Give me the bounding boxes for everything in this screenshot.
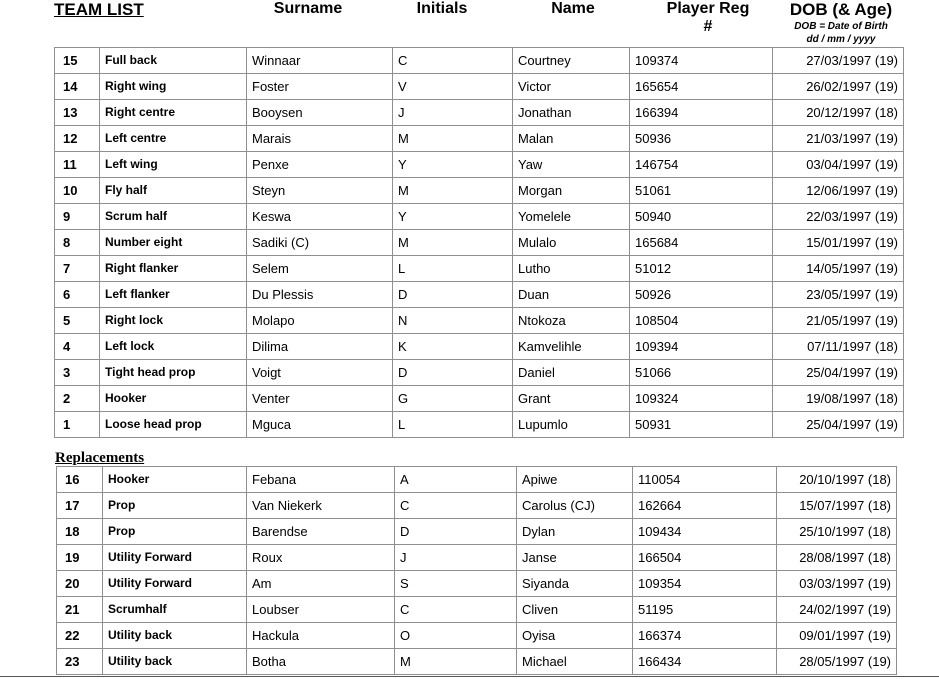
cell-position: Hooker — [100, 386, 247, 412]
cell-number: 18 — [57, 519, 103, 545]
table-row — [55, 360, 904, 386]
table-row — [55, 48, 904, 74]
replacements-table — [56, 466, 897, 675]
cell-surname: Steyn — [247, 178, 393, 204]
cell-position: Utility Forward — [103, 545, 247, 571]
cell-player-reg: 51061 — [630, 178, 773, 204]
replacements-table-body — [57, 467, 897, 675]
cell-number: 4 — [55, 334, 100, 360]
column-header-surname: Surname — [273, 0, 343, 17]
cell-player-reg: 162664 — [633, 493, 777, 519]
cell-dob: 20/10/1997 (18) — [777, 467, 897, 493]
cell-name: Lupumlo — [513, 412, 630, 438]
cell-name: Daniel — [513, 360, 630, 386]
cell-position: Right centre — [100, 100, 247, 126]
cell-initials: J — [395, 545, 517, 571]
cell-number: 2 — [55, 386, 100, 412]
cell-position: Left centre — [100, 126, 247, 152]
page-title: TEAM LIST — [54, 0, 144, 19]
cell-name: Cliven — [517, 597, 633, 623]
table-row — [57, 545, 897, 571]
replacements-heading: Replacements — [55, 450, 145, 466]
table-row — [55, 178, 904, 204]
cell-name: Dylan — [517, 519, 633, 545]
cell-player-reg: 51066 — [630, 360, 773, 386]
table-row — [55, 152, 904, 178]
cell-initials: J — [393, 100, 513, 126]
cell-initials: M — [393, 178, 513, 204]
cell-surname: Molapo — [247, 308, 393, 334]
cell-player-reg: 109374 — [630, 48, 773, 74]
cell-position: Right wing — [100, 74, 247, 100]
column-header-initials: Initials — [416, 0, 468, 17]
cell-position: Full back — [100, 48, 247, 74]
cell-number: 5 — [55, 308, 100, 334]
column-header-dob: DOB (& Age) — [789, 0, 893, 19]
table-row — [55, 282, 904, 308]
cell-number: 19 — [57, 545, 103, 571]
cell-player-reg: 109354 — [633, 571, 777, 597]
cell-surname: Barendse — [247, 519, 395, 545]
cell-name: Lutho — [513, 256, 630, 282]
cell-number: 20 — [57, 571, 103, 597]
cell-number: 6 — [55, 282, 100, 308]
cell-position: Prop — [103, 519, 247, 545]
cell-surname: Penxe — [247, 152, 393, 178]
cell-name: Janse — [517, 545, 633, 571]
cell-position: Loose head prop — [100, 412, 247, 438]
cell-initials: M — [393, 126, 513, 152]
cell-surname: Venter — [247, 386, 393, 412]
column-header-player-reg: Player Reg # — [666, 0, 750, 35]
table-row — [55, 204, 904, 230]
cell-surname: Botha — [247, 649, 395, 675]
cell-number: 1 — [55, 412, 100, 438]
cell-dob: 28/08/1997 (18) — [777, 545, 897, 571]
cell-position: Utility back — [103, 649, 247, 675]
cell-surname: Selem — [247, 256, 393, 282]
cell-player-reg: 109394 — [630, 334, 773, 360]
cell-position: Fly half — [100, 178, 247, 204]
cell-surname: Am — [247, 571, 395, 597]
cell-number: 12 — [55, 126, 100, 152]
cell-surname: Winnaar — [247, 48, 393, 74]
cell-position: Right flanker — [100, 256, 247, 282]
cell-name: Malan — [513, 126, 630, 152]
table-row — [55, 230, 904, 256]
cell-player-reg: 50936 — [630, 126, 773, 152]
cell-initials: S — [395, 571, 517, 597]
cell-initials: G — [393, 386, 513, 412]
cell-number: 9 — [55, 204, 100, 230]
cell-player-reg: 108504 — [630, 308, 773, 334]
cell-dob: 24/02/1997 (19) — [777, 597, 897, 623]
cell-initials: C — [393, 48, 513, 74]
cell-position: Left lock — [100, 334, 247, 360]
cell-player-reg: 109324 — [630, 386, 773, 412]
cell-name: Yomelele — [513, 204, 630, 230]
cell-dob: 22/03/1997 (19) — [773, 204, 904, 230]
cell-dob: 25/10/1997 (18) — [777, 519, 897, 545]
cell-surname: Roux — [247, 545, 395, 571]
table-row — [55, 256, 904, 282]
cell-surname: Marais — [247, 126, 393, 152]
cell-position: Left wing — [100, 152, 247, 178]
cell-dob: 25/04/1997 (19) — [773, 412, 904, 438]
table-row — [55, 334, 904, 360]
table-row — [57, 571, 897, 597]
cell-surname: Febana — [247, 467, 395, 493]
cell-surname: Hackula — [247, 623, 395, 649]
cell-player-reg: 50926 — [630, 282, 773, 308]
cell-player-reg: 165654 — [630, 74, 773, 100]
table-row — [55, 126, 904, 152]
cell-number: 11 — [55, 152, 100, 178]
table-row — [55, 386, 904, 412]
cell-position: Tight head prop — [100, 360, 247, 386]
cell-number: 22 — [57, 623, 103, 649]
table-row — [55, 308, 904, 334]
cell-position: Prop — [103, 493, 247, 519]
cell-surname: Mguca — [247, 412, 393, 438]
cell-initials: K — [393, 334, 513, 360]
cell-dob: 20/12/1997 (18) — [773, 100, 904, 126]
table-row — [57, 493, 897, 519]
cell-name: Ntokoza — [513, 308, 630, 334]
cell-player-reg: 109434 — [633, 519, 777, 545]
cell-initials: M — [393, 230, 513, 256]
cell-number: 10 — [55, 178, 100, 204]
table-row — [55, 100, 904, 126]
cell-surname: Du Plessis — [247, 282, 393, 308]
cell-initials: D — [395, 519, 517, 545]
cell-number: 17 — [57, 493, 103, 519]
cell-dob: 15/01/1997 (19) — [773, 230, 904, 256]
table-row — [55, 412, 904, 438]
cell-name: Oyisa — [517, 623, 633, 649]
cell-position: Scrum half — [100, 204, 247, 230]
cell-dob: 07/11/1997 (18) — [773, 334, 904, 360]
cell-player-reg: 166434 — [633, 649, 777, 675]
cell-name: Grant — [513, 386, 630, 412]
cell-dob: 15/07/1997 (18) — [777, 493, 897, 519]
cell-initials: L — [393, 256, 513, 282]
cell-player-reg: 51195 — [633, 597, 777, 623]
cell-name: Mulalo — [513, 230, 630, 256]
cell-name: Victor — [513, 74, 630, 100]
dob-format-note: dd / mm / yyyy — [806, 34, 876, 45]
cell-initials: M — [395, 649, 517, 675]
cell-number: 23 — [57, 649, 103, 675]
table-row — [57, 649, 897, 675]
cell-name: Michael — [517, 649, 633, 675]
cell-dob: 03/04/1997 (19) — [773, 152, 904, 178]
cell-name: Yaw — [513, 152, 630, 178]
cell-number: 7 — [55, 256, 100, 282]
cell-initials: N — [393, 308, 513, 334]
cell-number: 8 — [55, 230, 100, 256]
column-header-name: Name — [551, 0, 595, 17]
cell-dob: 26/02/1997 (19) — [773, 74, 904, 100]
cell-dob: 21/05/1997 (19) — [773, 308, 904, 334]
cell-position: Left flanker — [100, 282, 247, 308]
cell-name: Jonathan — [513, 100, 630, 126]
cell-initials: L — [393, 412, 513, 438]
cell-initials: D — [393, 360, 513, 386]
cell-position: Number eight — [100, 230, 247, 256]
cell-player-reg: 146754 — [630, 152, 773, 178]
cell-surname: Van Niekerk — [247, 493, 395, 519]
cell-surname: Keswa — [247, 204, 393, 230]
cell-position: Utility Forward — [103, 571, 247, 597]
cell-dob: 28/05/1997 (19) — [777, 649, 897, 675]
bottom-divider — [0, 676, 939, 677]
cell-player-reg: 166374 — [633, 623, 777, 649]
cell-dob: 25/04/1997 (19) — [773, 360, 904, 386]
cell-surname: Loubser — [247, 597, 395, 623]
cell-surname: Foster — [247, 74, 393, 100]
cell-dob: 14/05/1997 (19) — [773, 256, 904, 282]
cell-name: Siyanda — [517, 571, 633, 597]
cell-player-reg: 51012 — [630, 256, 773, 282]
cell-surname: Booysen — [247, 100, 393, 126]
cell-initials: O — [395, 623, 517, 649]
cell-initials: Y — [393, 204, 513, 230]
cell-player-reg: 50931 — [630, 412, 773, 438]
table-row — [57, 623, 897, 649]
cell-name: Duan — [513, 282, 630, 308]
cell-name: Morgan — [513, 178, 630, 204]
table-row — [55, 74, 904, 100]
cell-player-reg: 166394 — [630, 100, 773, 126]
cell-name: Carolus (CJ) — [517, 493, 633, 519]
cell-player-reg: 165684 — [630, 230, 773, 256]
cell-initials: C — [395, 493, 517, 519]
cell-position: Utility back — [103, 623, 247, 649]
cell-initials: A — [395, 467, 517, 493]
cell-dob: 03/03/1997 (19) — [777, 571, 897, 597]
cell-number: 14 — [55, 74, 100, 100]
cell-player-reg: 166504 — [633, 545, 777, 571]
cell-name: Courtney — [513, 48, 630, 74]
dob-definition-note: DOB = Date of Birth — [794, 21, 888, 32]
cell-player-reg: 110054 — [633, 467, 777, 493]
cell-dob: 21/03/1997 (19) — [773, 126, 904, 152]
cell-initials: C — [395, 597, 517, 623]
cell-position: Right lock — [100, 308, 247, 334]
cell-position: Scrumhalf — [103, 597, 247, 623]
cell-initials: D — [393, 282, 513, 308]
starters-table — [54, 47, 904, 438]
cell-dob: 12/06/1997 (19) — [773, 178, 904, 204]
table-row — [57, 597, 897, 623]
cell-dob: 09/01/1997 (19) — [777, 623, 897, 649]
cell-surname: Dilima — [247, 334, 393, 360]
cell-number: 3 — [55, 360, 100, 386]
starters-table-body — [55, 48, 904, 438]
cell-player-reg: 50940 — [630, 204, 773, 230]
cell-surname: Sadiki (C) — [247, 230, 393, 256]
cell-dob: 23/05/1997 (19) — [773, 282, 904, 308]
cell-number: 16 — [57, 467, 103, 493]
cell-number: 21 — [57, 597, 103, 623]
cell-initials: V — [393, 74, 513, 100]
cell-number: 13 — [55, 100, 100, 126]
cell-surname: Voigt — [247, 360, 393, 386]
cell-name: Apiwe — [517, 467, 633, 493]
cell-initials: Y — [393, 152, 513, 178]
table-row — [57, 519, 897, 545]
cell-dob: 19/08/1997 (18) — [773, 386, 904, 412]
cell-number: 15 — [55, 48, 100, 74]
cell-position: Hooker — [103, 467, 247, 493]
table-row — [57, 467, 897, 493]
cell-name: Kamvelihle — [513, 334, 630, 360]
cell-dob: 27/03/1997 (19) — [773, 48, 904, 74]
